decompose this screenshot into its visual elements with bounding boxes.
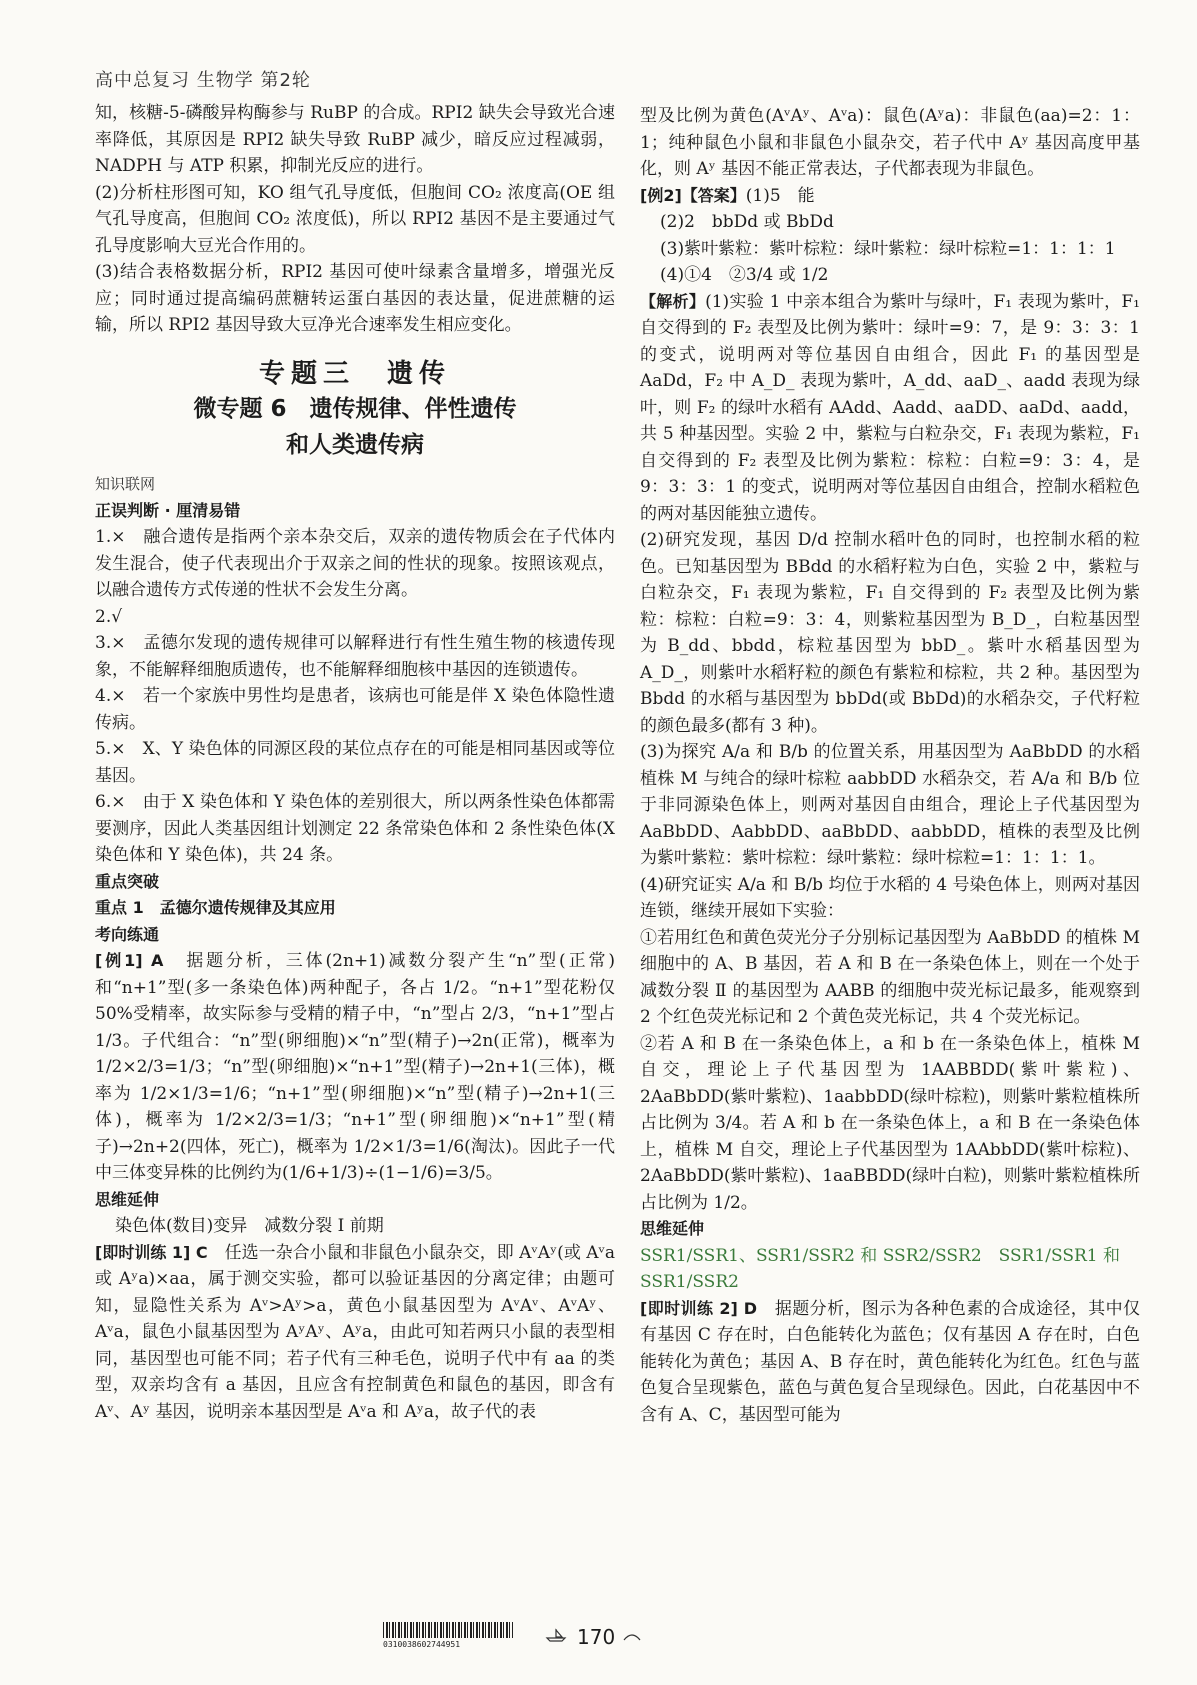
judge-item: 5.× X、Y 染色体的同源区段的某位点存在的可能是相同基因或等位基因。	[95, 739, 615, 786]
extend-2-line-1: SSR1/SSR1、SSR1/SSR2 和 SSR2/SSR2 SSR1/SSR1 和	[640, 1245, 1120, 1266]
analysis-text-1: (1)实验 1 中亲本组合为紫叶与绿叶，F₁ 表现为紫叶，F₁ 自交得到的 F₂ 表型及比例为紫叶：绿叶=9：7，是 9：3：3：1 的变式，说明两对等位基因自由组合，因此 F₁ 的基因型是 AaDd，F₂ 中 A_D_ 表现为紫叶，A_dd、aaD_、aadd 表现为绿叶，则 F₂ 的绿叶水稻有 AAdd、Aadd、aaDD、aaDd、aadd，共 5 种基因型。实验 2 中，紫粒与白粒杂交，F₁ 表现为紫粒，F₁ 自交得到的 F₂ 表型及比例为紫粒：棕粒：白粒=9：3：4，是 9：3：3：1 的变式，说明两对等位基因自由组合，控制水稻粒色的两对基因能独立遗传。	[640, 291, 1140, 524]
analysis-para-5: ①若用红色和黄色荧光分子分别标记基因型为 AaBbDD 的植株 M 细胞中的 A、B 基因，若 A 和 B 在一条染色体上，则在一个处于减数分裂 Ⅱ 的基因型为 AABB 的细胞中荧光标记最多，能观察到 2 个红色荧光标记和 2 个黄色荧光标记，共 4 个荧光标记。	[640, 927, 1140, 1027]
label-practice: 考向练通	[95, 924, 160, 944]
analysis-para-6: ②若 A 和 B 在一条染色体上，a 和 b 在一条染色体上，植株 M 自交，理论上子代基因型为 1AABBDD(紫叶紫粒)、2AaBbDD(紫叶紫粒)、1aabbDD(绿叶棕粒)，则紫叶紫粒植株所占比例为 3/4。若 A 和 b 在一条染色体上，a 和 B 在一条染色体上，植株 M 自交，理论上子代基因型为 1AAbbDD(紫叶棕粒)、2AaBbDD(紫叶紫粒)、1aaBBDD(绿叶白粒)，则紫叶紫粒植株所占比例为 1/2。	[640, 1033, 1140, 1213]
judge-item: 1.× 融合遗传是指两个亲本杂交后，双亲的遗传物质会在子代体内发生混合，使子代表现出介于双亲之间的性状的现象。按照该观点，以融合遗传方式传递的性状不会发生分离。	[95, 527, 615, 600]
left-top-para-2: (2)分析柱形图可知，KO 组气孔导度低，但胞间 CO₂ 浓度高(OE 组气孔导度高，但胞间 CO₂ 浓度低)，所以 RPI2 基因不是主要通过气孔导度影响大豆光合作用的。	[95, 182, 615, 256]
example-1	[95, 948, 615, 1187]
train-2	[640, 1296, 1140, 1429]
example-2-answer-1	[640, 183, 1140, 210]
judge-item: 2.√	[95, 606, 123, 627]
analysis-para-4: (4)研究证实 A/a 和 B/b 均位于水稻的 4 号染色体上，则两对基因连锁，继续开展如下实验：	[640, 874, 1140, 921]
analysis-para-2: (2)研究发现，基因 D/d 控制水稻叶色的同时，也控制水稻的粒色。已知基因型为 BBdd 的水稻籽粒为白色，实验 2 中，紫粒与白粒杂交，F₁ 表现为紫粒，F₁ 自交得到的 F₂ 表型及比例为紫粒：棕粒：白粒=9：3：4，则紫粒基因型为 B_D_，白粒基因型为 B_dd、bbdd，棕粒基因型为 bbD_。紫叶水稻基因型为 A_D_，则紫叶水稻籽粒的颜色有紫粒和棕粒，共 2 种。基因型为 Bbdd 的水稻与基因型为 bbDd(或 BbDd)的水稻杂交，子代籽粒的颜色最多(都有 3 种)。	[640, 530, 1140, 736]
train-1-text: 任选一杂合小鼠和非鼠色小鼠杂交，即 AᵛAʸ(或 Aᵛa 或 Aʸa)×aa，属于测交实验，都可以验证基因的分离定律；由题可知，显隐性关系为 Aᵛ>Aʸ>a，黄色小鼠基因型为 AᵛAᵛ、AᵛAʸ、Aᵛa，鼠色小鼠基因型为 AʸAʸ、Aʸa，由此可知若两只小鼠的表型相同，基因型也可能不同；若子代有三种毛色，说明子代中有 aa 的类型，双亲均含有 a 基因，且应含有控制黄色和鼠色的基因，即含有 Aᵛ、Aʸ 基因，说明亲本基因型是 Aᵛa 和 Aʸa，故子代的表	[95, 1242, 615, 1422]
analysis-para-1	[640, 289, 1140, 528]
barcode	[383, 1622, 513, 1638]
section-title: 专题三 遗传	[258, 358, 451, 389]
answer-1: (1)5 能	[745, 185, 815, 206]
answer-4: (4)①4 ②3/4 或 1/2	[660, 265, 829, 285]
boat-icon	[545, 1628, 567, 1642]
barcode-number: 0310038602744951	[383, 1640, 461, 1649]
judge-item: 6.× 由于 X 染色体和 Y 染色体的差别很大，所以两条性染色体都需要测序，因此人类基因组计划测定 22 条常染色体和 2 条性染色体(X 染色体和 Y 染色体)，共 24 条。	[95, 792, 615, 865]
train-1	[95, 1240, 615, 1426]
analysis-head: 【解析】	[640, 291, 706, 311]
judge-item: 3.× 孟德尔发现的遗传规律可以解释进行有性生殖生物的核遗传现象，不能解释细胞质遗传，也不能解释细胞核中基因的连锁遗传。	[95, 633, 615, 680]
sub-title-line-2: 和人类遗传病	[286, 432, 424, 458]
extend-text: 染色体(数目)变异 减数分裂 Ⅰ 前期	[115, 1216, 384, 1236]
label-knowledge: 知识联网	[95, 475, 156, 493]
judge-item: 4.× 若一个家族中男性均是患者，该病也可能是伴 X 染色体隐性遗传病。	[95, 686, 615, 733]
extend-2-line-2: SSR1/SSR2	[640, 1272, 739, 1292]
right-top-para: 型及比例为黄色(AᵛAʸ、Aᵛa)：鼠色(Aʸa)：非鼠色(aa)=2：1：1；纯种鼠色小鼠和非鼠色小鼠杂交，若子代中 Aʸ 基因高度甲基化，则 Aʸ 基因不能正常表达，子代都表现为非鼠色。	[640, 106, 1140, 179]
label-extend: 思维延伸	[95, 1189, 160, 1209]
left-top-para-1: 知，核糖-5-磷酸异构酶参与 RuBP 的合成。RPI2 缺失会导致光合速率降低，其原因是 RPI2 缺失导致 RuBP 减少，暗反应过程减弱，NADPH 与 ATP 积累，抑制光反应的进行。	[95, 103, 615, 176]
answer-2: (2)2 bbDd 或 BbDd	[660, 212, 834, 232]
label-extend-2: 思维延伸	[640, 1219, 705, 1238]
train-1-head: [即时训练 1] C	[95, 1242, 208, 1262]
decorative-mark-icon	[622, 1628, 642, 1642]
page-header: 高中总复习 生物学 第2轮	[95, 70, 311, 91]
example-1-head: [例1] A	[95, 951, 164, 970]
label-judge: 正误判断 · 厘清易错	[95, 500, 241, 520]
example-2-head: [例2]【答案】	[640, 185, 746, 205]
label-breakthrough: 重点突破	[95, 871, 160, 891]
left-column	[95, 100, 615, 1425]
example-1-text: 据题分析，三体(2n+1)减数分裂产生“n”型(正常)和“n+1”型(多一条染色体)两种配子，各占 1/2。“n+1”型花粉仅 50%受精率，故实际参与受精的精子中，“n”型占 2/3，“n+1”型占 1/3。子代组合：“n”型(卵细胞)×“n”型(精子)→2n(正常)，概率为 1/2×2/3=1/3；“n”型(卵细胞)×“n+1”型(精子)→2n+1(三体)，概率为 1/2×1/3=1/6；“n+1”型(卵细胞)×“n”型(精子)→2n+1(三体)，概率为 1/2×2/3=1/3；“n+1”型(卵细胞)×“n+1”型(精子)→2n+2(四体，死亡)，概率为 1/2×1/3=1/6(淘汰)。因此子一代中三体变异株的比例约为(1/6+1/3)÷(1−1/6)=3/5。	[95, 951, 616, 1183]
page-number: 170	[577, 1625, 616, 1649]
key1-title: 重点 1 孟德尔遗传规律及其应用	[95, 898, 336, 917]
left-top-para-3: (3)结合表格数据分析，RPI2 基因可使叶绿素含量增多，增强光反应；同时通过提高编码蔗糖转运蛋白基因的表达量，促进蔗糖的运输，所以 RPI2 基因导致大豆净光合速率发生相应变化。	[95, 262, 615, 335]
train-2-text: 据题分析，图示为各种色素的合成途径，其中仅有基因 C 存在时，白色能转化为蓝色；仅有基因 A 存在时，白色能转化为黄色；基因 A、B 存在时，黄色能转化为红色。红色与蓝色复合呈现紫色，蓝色与黄色复合呈现绿色。因此，白花基因中不含有 A、C，基因型可能为	[640, 1298, 1140, 1425]
sub-title-line-1: 微专题 6 遗传规律、伴性遗传	[193, 396, 517, 422]
answer-3: (3)紫叶紫粒：紫叶棕粒：绿叶紫粒：绿叶棕粒=1：1：1：1	[660, 238, 1116, 259]
analysis-para-3: (3)为探究 A/a 和 B/b 的位置关系，用基因型为 AaBbDD 的水稻植株 M 与纯合的绿叶棕粒 aabbDD 水稻杂交，若 A/a 和 B/b 位于非同源染色体上，则两对基因自由组合，理论上子代基因型为 AaBbDD、AabbDD、aaBbDD、aabbDD，植株的表型及比例为紫叶紫粒：紫叶棕粒：绿叶紫粒：绿叶棕粒=1：1：1：1。	[640, 742, 1140, 868]
right-column	[640, 103, 1140, 1428]
train-2-head: [即时训练 2] D	[640, 1298, 758, 1318]
